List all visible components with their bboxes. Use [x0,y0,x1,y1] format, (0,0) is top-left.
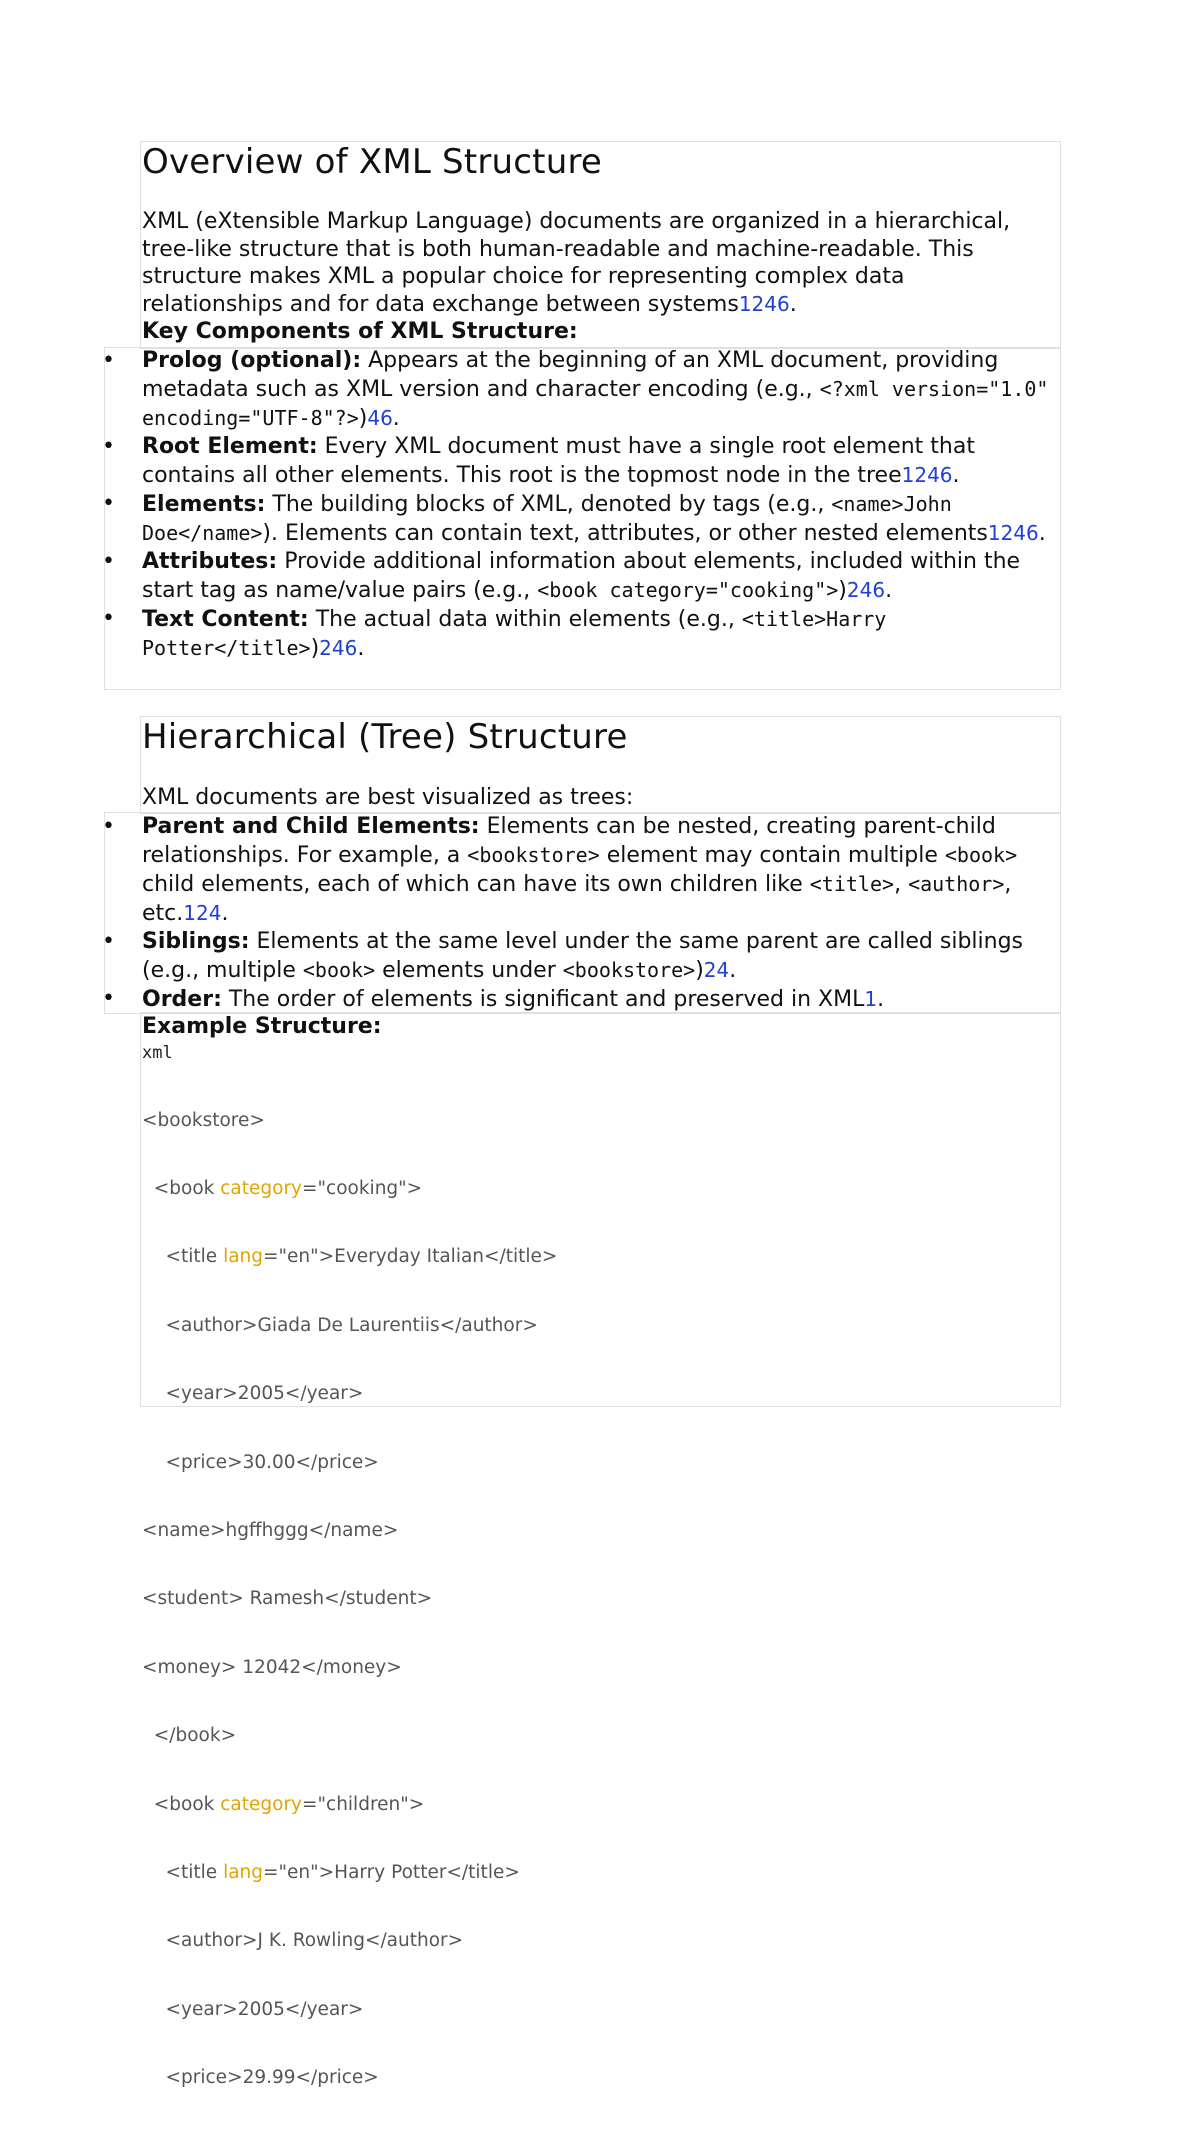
section2-heading: Hierarchical (Tree) Structure [142,717,628,757]
section1 [102,142,1062,663]
code-block [142,1064,1062,2135]
code-line: <name>hgffhggg</name> [142,1519,399,1541]
bullet-icon: • [102,813,115,839]
citation-ref[interactable]: 1 [864,986,878,1011]
list-item-root-element: • Root Element: Every XML document must have a single root element that contains all other elements. This root is the topmost node in the tree1246. [102,433,975,488]
code-line: <year>2005</year> [142,1998,364,2020]
section2 [102,717,1062,1014]
code-language-label: xml [142,1043,173,1063]
key-components-list [102,347,1062,663]
list-item-prolog: • Prolog (optional): Appears at the beginning of an XML document, providing metadata such as XML version and character encoding (e.g., <?xml version="1.0" encoding="UTF-8"?>)46. [102,347,1049,431]
code-line: <book category="children"> [142,1793,425,1815]
citation-ref[interactable]: 24 [703,957,730,982]
code-line: <author>J K. Rowling</author> [142,1930,464,1952]
list-item-order: • Order: The order of elements is significant and preserved in XML1. [102,985,885,1012]
code-line: <author>Giada De Laurentiis</author> [142,1314,538,1336]
code-line: <price>29.99</price> [142,2067,379,2089]
code-line: <bookstore> [142,1109,265,1131]
bullet-icon: • [102,548,115,574]
example-heading: Example Structure: [142,1014,382,1039]
bullet-icon: • [102,985,115,1011]
citation-ref[interactable]: 1246 [738,291,790,316]
list-item-attributes: • Attributes: Provide additional information about elements, included within the start tag as name/value pairs (e.g., <book category="cooking">)246. [102,548,1021,603]
tree-structure-list [102,813,1062,1014]
bullet-icon: • [102,347,115,373]
section3 [142,1013,1062,2135]
code-line: <money> 12042</money> [142,1656,402,1678]
code-line: <price>30.00</price> [142,1451,379,1473]
citation-ref[interactable]: 46 [367,405,393,430]
code-line: <year>2005</year> [142,1383,364,1405]
code-line: <book category="cooking"> [142,1177,423,1199]
section1-intro-text: XML (eXtensible Markup Language) documents are organized in a hierarchical, tree-like structure that is both human-readable and machine-readable. This structure makes XML a popular choice for representing complex data relationships and for data exchange between systems [142,209,1011,317]
citation-ref[interactable]: 1246 [901,462,953,487]
code-line: <title lang="en">Everyday Italian</title> [142,1246,558,1268]
code-line: </book> [142,1725,237,1747]
list-item-elements: • Elements: The building blocks of XML, denoted by tags (e.g., <name>John Doe</name>). Elements can contain text, attributes, or other nested elements1246. [102,490,1046,546]
citation-ref[interactable]: 246 [846,577,886,602]
bullet-icon: • [102,928,115,954]
section1-intro: XML (eXtensible Markup Language) documents are organized in a hierarchical, tree-like structure that is both human-readable and machine-readable. This structure makes XML a popular choice for representing complex data relationships and for data exchange between systems1246. [142,209,1011,317]
list-item-text-content: • Text Content: The actual data within elements (e.g., <title>Harry Potter</title>)246. [102,605,887,661]
citation-ref[interactable]: 124 [183,900,222,925]
bullet-icon: • [102,605,115,631]
citation-ref[interactable]: 1246 [987,520,1039,545]
code-line: <student> Ramesh</student> [142,1588,433,1610]
bullet-icon: • [102,433,115,459]
code-line: <title lang="en">Harry Potter</title> [142,1861,520,1883]
citation-ref[interactable]: 246 [319,635,358,660]
list-item-siblings: • Siblings: Elements at the same level under the same parent are called siblings (e.g., multiple <book> elements under <bookstore>)24. [102,928,1024,983]
list-item-parent-child: • Parent and Child Elements: Elements can be nested, creating parent-child relationships. For example, a <bookstore> element may contain multiple <book> child elements, each of which can have its own children like <title>, <author>, etc.124. [102,813,1018,926]
section1-subheading: Key Components of XML Structure: [142,319,578,344]
section2-intro: XML documents are best visualized as trees: [142,785,634,810]
section1-heading: Overview of XML Structure [142,142,602,182]
bullet-icon: • [102,490,115,516]
